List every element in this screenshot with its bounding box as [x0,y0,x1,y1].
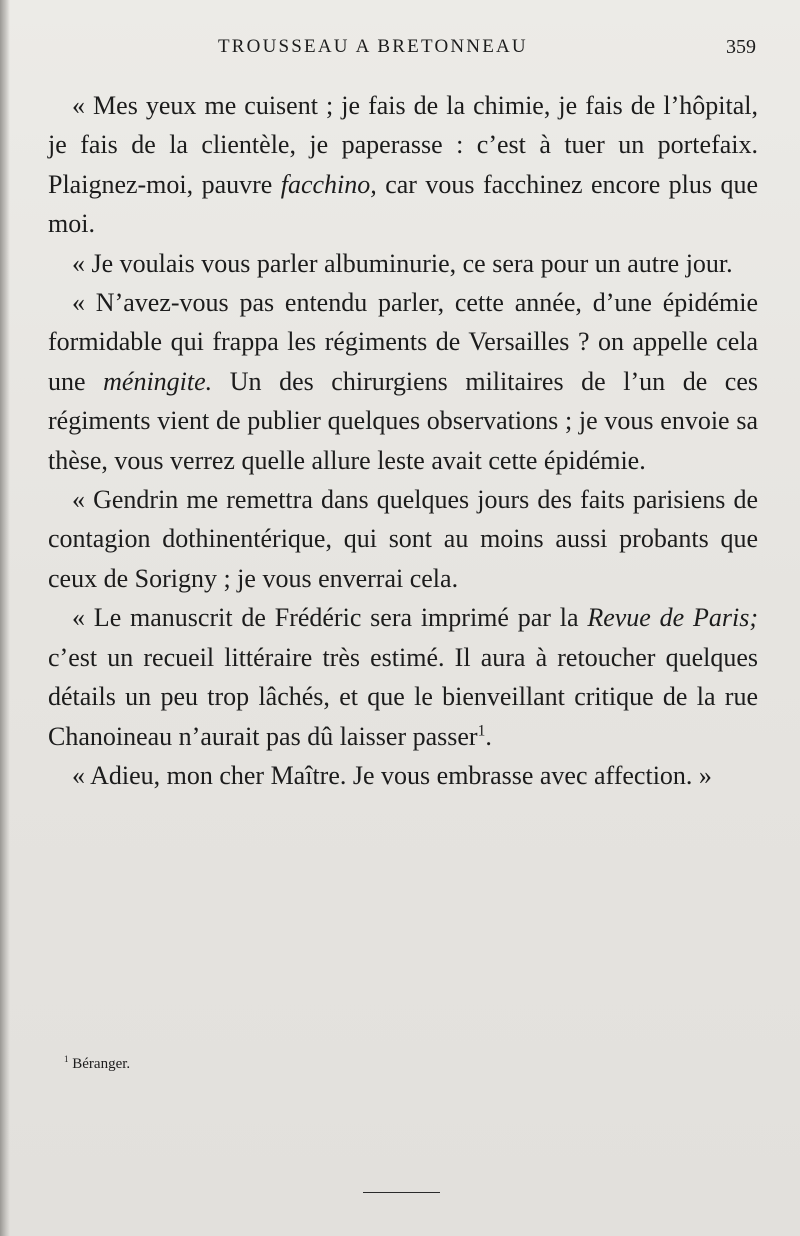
paragraph-1 [48,86,758,244]
paragraph-3-text-start: « N’avez-vous pas entendu parler, cette année, d’une épidémie formidable qui frappa les régiments de Versailles ? on appelle cela une [48,288,758,396]
paragraph-5-text-start: « Le manuscrit de Frédéric sera imprimé par la [72,603,588,633]
footnote-text: Béranger. [68,1056,131,1072]
page-number: 359 [726,36,756,58]
paragraph-5-italic: Revue de Paris; [587,603,758,633]
paragraph-5-text-end: c’est un recueil littéraire très estimé. Il aura à retoucher quelques détails un peu trop lâchés, et que le bienveillant critique de la rue Chanoineau n’aurait pas dû laisser passer [48,642,758,751]
paragraph-3-italic: méningite. [103,366,213,396]
paragraph-1-text-start: « Mes yeux me cuisent ; je fais de la chimie, je fais de l’hôpital, je fais de la clientèle, je paperasse : c’est à tuer un portefaix. Plaignez-moi, pauvre [48,91,758,199]
running-head-title: TROUSSEAU A BRETONNEAU [218,36,528,57]
letter-text [48,86,758,795]
footnote-reference: 1 [477,721,486,739]
paragraph-6: « Adieu, mon cher Maître. Je vous embrasse avec affection. » [72,760,712,790]
paragraph-3-text-end: Un des chirurgiens militaires de l’un de ces régiments vient de publier quelques observations ; je vous envoie sa thèse, vous verrez quelle allure leste avait cette épidémie. [48,366,758,475]
paragraph-5 [48,598,758,756]
paragraph-4: « Gendrin me remettra dans quelques jours des faits parisiens de contagion dothinentérique, qui sont au moins aussi probants que ceux de Sorigny ; je vous enverrai cela. [48,485,758,593]
paragraph-3 [48,283,758,480]
bottom-rule [363,1192,440,1193]
paragraph-1-italic: facchino, [280,169,377,199]
running-head [0,36,800,66]
footnote-marker: 1 [64,1054,69,1064]
paragraph-1-text-end: car vous facchinez encore plus que moi. [48,169,758,239]
page-left-edge-shadow [0,0,10,1236]
footnote [64,1056,130,1073]
paragraph-5-tail: . [485,721,492,751]
paragraph-2: « Je voulais vous parler albuminurie, ce sera pour un autre jour. [72,248,733,278]
